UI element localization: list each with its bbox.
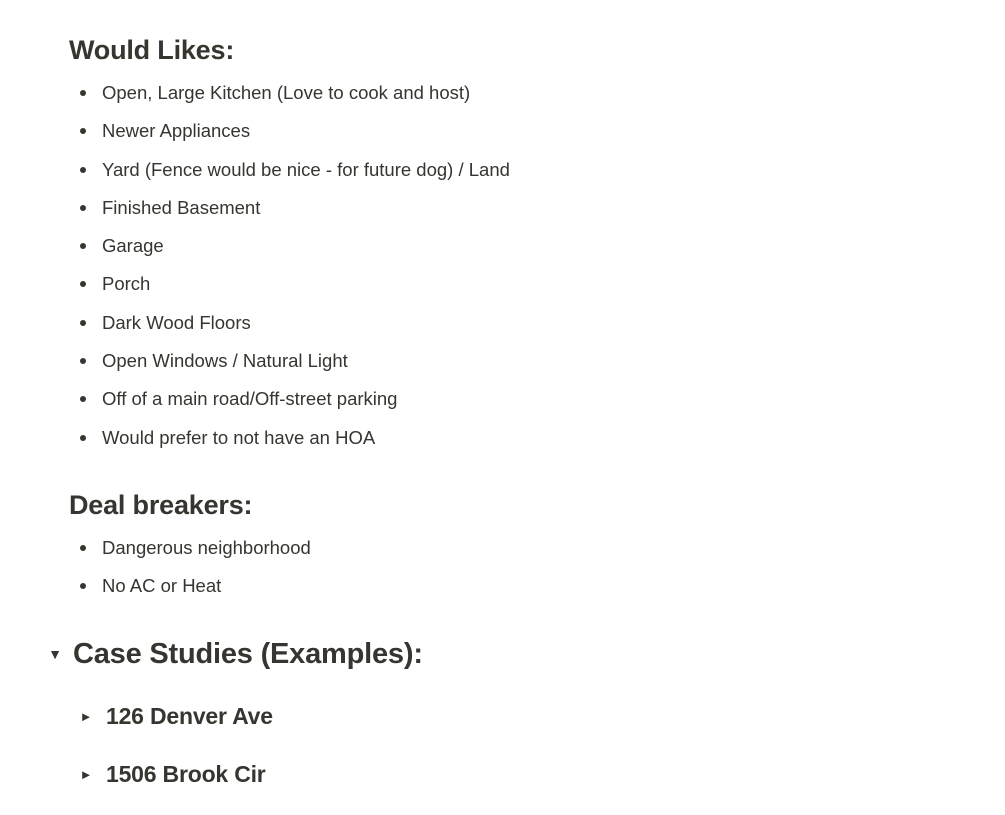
list-item[interactable] (78, 572, 311, 610)
list-item-text[interactable]: No AC or Heat (102, 575, 222, 597)
list-item[interactable] (78, 270, 510, 308)
case-study-toggle-brook[interactable] (75, 758, 266, 790)
bullet-dot-icon (80, 167, 86, 173)
bullet-dot-icon (80, 545, 86, 551)
caret-right-icon[interactable]: ► (79, 708, 93, 724)
case-study-toggle-denver[interactable] (75, 700, 273, 732)
deal-breakers-list (78, 534, 311, 611)
bullet-dot-icon (80, 396, 86, 402)
case-studies-toggle[interactable] (44, 636, 423, 672)
list-item[interactable] (78, 385, 510, 423)
case-study-title[interactable]: 1506 Brook Cir (106, 761, 266, 787)
deal-breakers-heading[interactable]: Deal breakers: (69, 490, 253, 520)
bullet-dot-icon (80, 243, 86, 249)
list-item-text[interactable]: Open, Large Kitchen (Love to cook and host) (102, 82, 471, 103)
list-item-text[interactable]: Yard (Fence would be nice - for future dog) / Land (102, 158, 510, 180)
list-item[interactable] (78, 156, 510, 194)
case-studies-heading[interactable]: Case Studies (Examples): (73, 638, 423, 670)
list-item[interactable] (78, 232, 510, 270)
bullet-dot-icon (80, 90, 86, 96)
would-likes-list (78, 79, 510, 462)
caret-right-icon[interactable]: ► (79, 766, 93, 782)
list-item[interactable] (78, 117, 510, 155)
list-item[interactable] (78, 424, 510, 462)
would-likes-heading[interactable]: Would Likes: (69, 35, 235, 65)
bullet-dot-icon (80, 128, 86, 134)
list-item[interactable] (78, 194, 510, 232)
list-item-text[interactable]: Newer Appliances (102, 120, 251, 142)
list-item-text[interactable]: Dark Wood Floors (102, 311, 251, 333)
list-item-text[interactable]: Would prefer to not have an HOA (102, 426, 376, 448)
list-item[interactable] (78, 309, 510, 347)
list-item-text[interactable]: Open Windows / Natural Light (102, 350, 348, 372)
list-item-text[interactable]: Finished Basement (102, 196, 261, 218)
bullet-dot-icon (80, 358, 86, 364)
list-item[interactable] (78, 347, 510, 385)
list-item-text[interactable]: Dangerous neighborhood (102, 537, 311, 558)
bullet-dot-icon (80, 205, 86, 211)
list-item-text[interactable]: Garage (102, 235, 164, 257)
bullet-dot-icon (80, 435, 86, 441)
list-item[interactable] (78, 79, 510, 117)
bullet-dot-icon (80, 583, 86, 589)
list-item-text[interactable]: Off of a main road/Off-street parking (102, 388, 398, 410)
list-item-text[interactable]: Porch (102, 273, 151, 295)
caret-down-icon[interactable]: ▼ (48, 646, 62, 662)
list-item[interactable] (78, 534, 311, 572)
case-study-title[interactable]: 126 Denver Ave (106, 703, 273, 729)
bullet-dot-icon (80, 281, 86, 287)
bullet-dot-icon (80, 320, 86, 326)
